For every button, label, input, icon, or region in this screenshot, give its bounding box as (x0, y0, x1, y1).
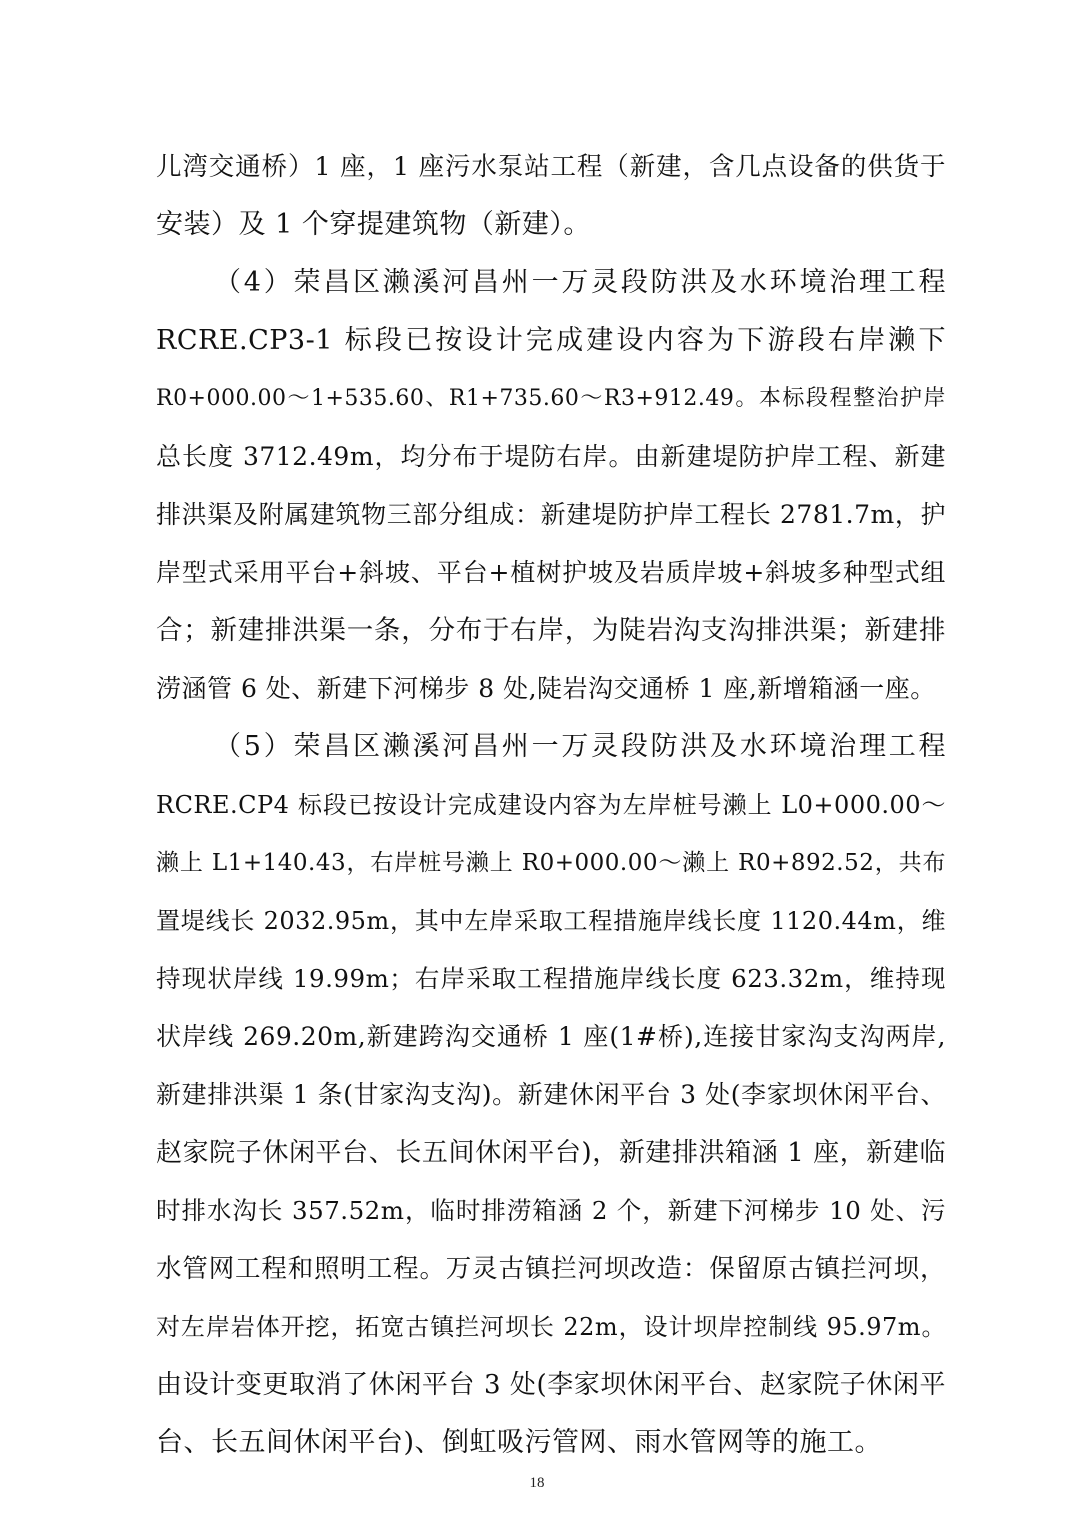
text-line-5: R0+000.00～1+535.60、R1+735.60～R3+912.49。本标段程整治护岸 (156, 386, 946, 411)
text-line-6: 总长度 3712.49m，均分布于堤防右岸。由新建堤防护岸工程、新建 (156, 442, 946, 471)
text-line-11: （5）荣昌区濑溪河昌州一万灵段防洪及水环境治理工程 (214, 731, 946, 762)
text-line-19: 时排水沟长 357.52m，临时排涝箱涵 2 个，新建下河梯步 10 处、污 (156, 1196, 946, 1225)
text-line-14: 置堤线长 2032.95m，其中左岸采取工程措施岸线长度 1120.44m，维 (156, 907, 946, 935)
text-line-16: 状岸线 269.20m,新建跨沟交通桥 1 座(1#桥),连接甘家沟支沟两岸, (156, 1022, 946, 1051)
text-line-12: RCRE.CP4 标段已按设计完成建设内容为左岸桩号濑上 L0+000.00～ (156, 791, 946, 819)
page-number: 18 (529, 1475, 545, 1491)
text-line-8: 岸型式采用平台+斜坡、平台+植树护坡及岩质岸坡+斜坡多种型式组 (156, 558, 946, 587)
text-line-9: 合；新建排洪渠一条，分布于右岸，为陡岩沟支沟排洪渠；新建排 (156, 615, 946, 646)
text-line-15: 持现状岸线 19.99m；右岸采取工程措施岸线长度 623.32m，维持现 (156, 964, 946, 993)
text-line-18: 赵家院子休闲平台、长五间休闲平台)，新建排洪箱涵 1 座，新建临 (156, 1138, 946, 1168)
text-line-23: 台、长五间休闲平台)、倒虹吸污管网、雨水管网等的施工。 (156, 1427, 883, 1458)
text-line-22: 由设计变更取消了休闲平台 3 处(李家坝休闲平台、赵家院子休闲平 (156, 1370, 946, 1400)
text-line-20: 水管网工程和照明工程。万灵古镇拦河坝改造：保留原古镇拦河坝， (156, 1254, 946, 1284)
text-line-21: 对左岸岩体开挖，拓宽古镇拦河坝长 22m，设计坝岸控制线 95.97m。 (156, 1313, 946, 1341)
text-line-13: 濑上 L1+140.43，右岸桩号濑上 R0+000.00～濑上 R0+892.52，共布 (156, 850, 946, 876)
text-line-4: RCRE.CP3-1 标段已按设计完成建设内容为下游段右岸濑下 (156, 325, 946, 356)
text-line-1: 儿湾交通桥）1 座，1 座污水泵站工程（新建，含几点设备的供货于 (156, 152, 946, 182)
text-line-17: 新建排洪渠 1 条(甘家沟支沟)。新建休闲平台 3 处(李家坝休闲平台、 (156, 1080, 946, 1109)
text-line-3: （4）荣昌区濑溪河昌州一万灵段防洪及水环境治理工程 (214, 267, 946, 298)
text-line-10: 涝涵管 6 处、新建下河梯步 8 处,陡岩沟交通桥 1 座,新增箱涵一座。 (156, 674, 936, 703)
text-line-7: 排洪渠及附属建筑物三部分组成：新建堤防护岸工程长 2781.7m，护 (156, 500, 946, 529)
text-line-2: 安装）及 1 个穿提建筑物（新建）。 (156, 209, 591, 240)
